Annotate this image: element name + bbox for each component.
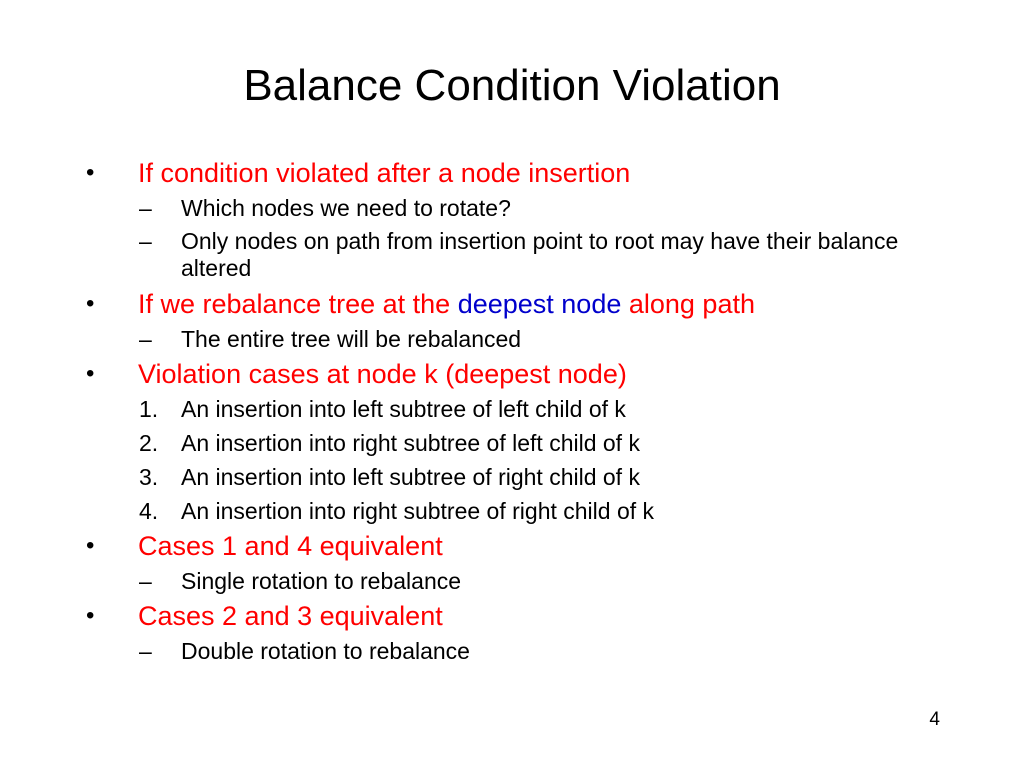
dash-icon: – bbox=[139, 568, 152, 594]
item-number: 3. bbox=[139, 464, 159, 490]
numbered-item bbox=[0, 460, 1024, 494]
dash-icon: – bbox=[139, 228, 152, 254]
sub-item bbox=[0, 225, 901, 286]
bullet-icon: • bbox=[86, 532, 95, 559]
bullet-icon: • bbox=[86, 159, 95, 186]
sub-item bbox=[0, 191, 1024, 225]
numbered-item-text: An insertion into right subtree of right child of k bbox=[181, 498, 655, 524]
bullet-text: Cases 2 and 3 equivalent bbox=[138, 601, 443, 631]
bullet-text: Violation cases at node k (deepest node) bbox=[138, 359, 627, 389]
numbered-item bbox=[0, 494, 1024, 528]
item-number: 2. bbox=[139, 430, 159, 456]
dash-icon: – bbox=[139, 326, 152, 352]
highlighted-phrase: deepest node bbox=[457, 289, 622, 319]
bullet-item bbox=[0, 356, 1024, 392]
numbered-item bbox=[0, 392, 1024, 426]
item-number: 4. bbox=[139, 498, 159, 524]
bullet-text: If condition violated after a node insertion bbox=[138, 158, 631, 188]
bullet-item bbox=[0, 598, 1024, 634]
sub-item-text: The entire tree will be rebalanced bbox=[181, 326, 522, 352]
bullet-icon: • bbox=[86, 602, 95, 629]
sub-item bbox=[0, 634, 1024, 668]
bullet-text: Cases 1 and 4 equivalent bbox=[138, 531, 443, 561]
numbered-item-text: An insertion into left subtree of left child of k bbox=[181, 396, 626, 422]
sub-item bbox=[0, 322, 1024, 356]
numbered-item-text: An insertion into right subtree of left child of k bbox=[181, 430, 640, 456]
item-number: 1. bbox=[139, 396, 159, 422]
dash-icon: – bbox=[139, 195, 152, 221]
bullet-item bbox=[0, 528, 1024, 564]
dash-icon: – bbox=[139, 638, 152, 664]
bullet-icon: • bbox=[86, 290, 95, 317]
bullet-item bbox=[0, 155, 1024, 191]
sub-item-text: Single rotation to rebalance bbox=[181, 568, 462, 594]
bullet-text-end: along path bbox=[621, 289, 755, 319]
sub-item bbox=[0, 564, 1024, 598]
numbered-item bbox=[0, 426, 1024, 460]
slide-title: Balance Condition Violation bbox=[243, 61, 781, 110]
sub-item-text: Which nodes we need to rotate? bbox=[181, 195, 511, 221]
bullet-text-start: If we rebalance tree at the bbox=[138, 289, 458, 319]
numbered-item-text: An insertion into left subtree of right child of k bbox=[181, 464, 640, 490]
bullet-item bbox=[0, 286, 1024, 322]
sub-item-text: Only nodes on path from insertion point to root may have their balance altered bbox=[181, 228, 899, 281]
slide-body bbox=[0, 155, 1024, 668]
page-number: 4 bbox=[929, 709, 940, 730]
bullet-icon: • bbox=[86, 360, 95, 387]
sub-item-text: Double rotation to rebalance bbox=[181, 638, 470, 664]
